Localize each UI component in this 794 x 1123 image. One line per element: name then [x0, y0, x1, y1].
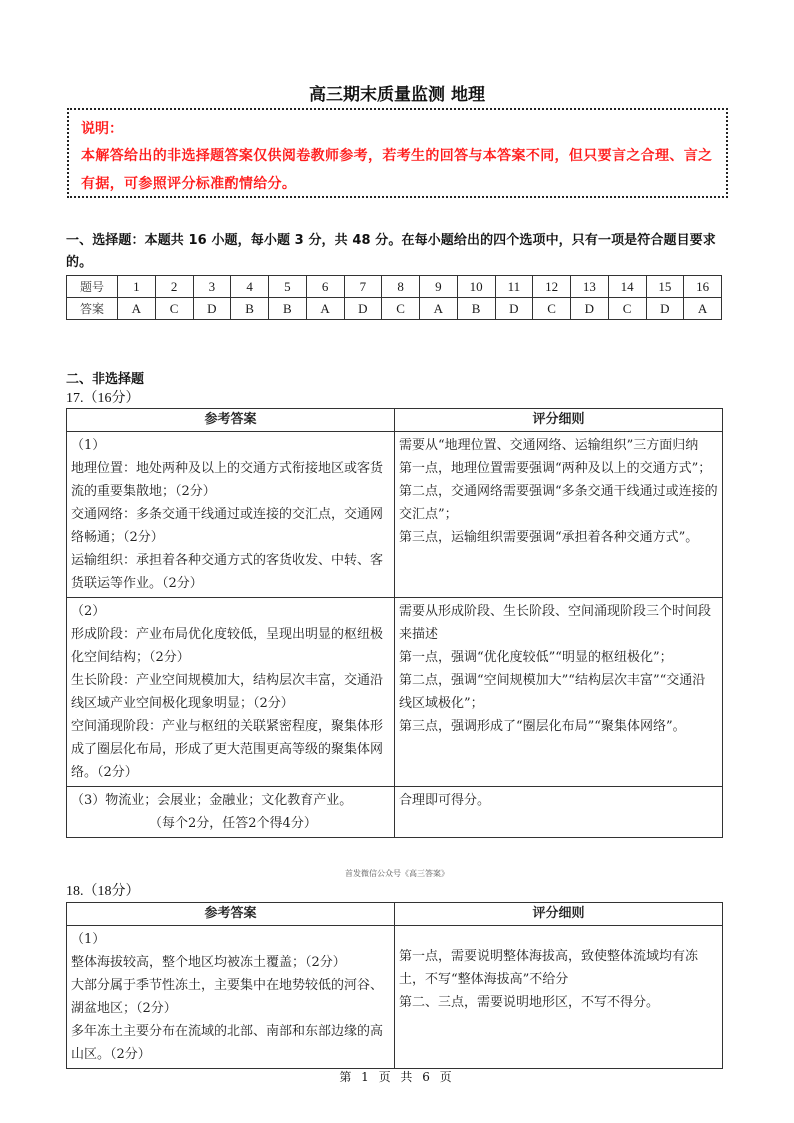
rubric-cell [395, 432, 723, 598]
question-number: 14 [608, 276, 646, 298]
answer-line: 生长阶段：产业空间规模加大，结构层次丰富，交通沿线区域产业空间极化现象明显；（2分） [71, 673, 384, 711]
answer-line: （1） [71, 932, 106, 947]
row-label: 答案 [67, 298, 118, 320]
rubric-line: 第一点，地理位置需要强调“两种及以上的交通方式”； [399, 461, 712, 476]
question-number-row [67, 276, 722, 298]
answer-line: （3）物流业；会展业；金融业；文化教育产业。 [71, 793, 353, 808]
question-number: 12 [533, 276, 571, 298]
rubric-line: 第一点，强调“优化度较低”“明显的枢纽极化”； [399, 650, 673, 665]
answer-line: （2） [71, 604, 106, 619]
question-number: 10 [457, 276, 495, 298]
column-header-answer: 参考答案 [67, 409, 395, 432]
question-number: 1 [118, 276, 156, 298]
question-number: 2 [155, 276, 193, 298]
answer-line: 形成阶段：产业布局优化度较低，呈现出明显的枢纽极化空间结构；（2分） [71, 627, 384, 665]
answer-note: （每个2分，任答2个得4分） [149, 816, 317, 831]
question-18-label: 18.（18分） [66, 884, 140, 899]
answer-line: 交通网络：多条交通干线通过或连接的交汇点，交通网络畅通；（2分） [71, 507, 384, 545]
page-title: 高三期末质量监测 地理 [309, 85, 485, 105]
answer-cell: B [457, 298, 495, 320]
rubric-line: 第二点，交通网络需要强调“多条交通干线通过或连接的交汇点”； [399, 484, 718, 522]
answer-cell: B [269, 298, 307, 320]
question-number: 3 [193, 276, 231, 298]
question-number: 9 [420, 276, 458, 298]
question-number: 8 [382, 276, 420, 298]
answer-line: 运输组织：承担着各种交通方式的客货收发、中转、客货联运等作业。（2分） [71, 553, 384, 591]
question-number: 11 [495, 276, 533, 298]
question-number: 13 [571, 276, 609, 298]
answer-line: 大部分属于季节性冻土，主要集中在地势较低的河谷、湖盆地区；（2分） [71, 978, 384, 1016]
notice-body: 本解答给出的非选择题答案仅供阅卷教师参考，若考生的回答与本答案不同，但只要言之合理、言之有据，可参照评分标准酌情给分。 [81, 148, 713, 192]
answer-line: （1） [71, 438, 106, 453]
question-18-table [66, 902, 723, 1069]
column-header-rubric: 评分细则 [395, 409, 723, 432]
answer-cell: D [646, 298, 684, 320]
rubric-line: 第三点，运输组织需要强调“承担着各种交通方式”。 [399, 530, 699, 545]
rubric-cell [395, 598, 723, 787]
section2-heading: 二、非选择题 [66, 372, 145, 387]
answer-line: 空间涌现阶段：产业与枢纽的关联紧密程度，聚集体形成了圈层化布局，形成了更大范围更高等级的聚集体网络。（2分） [71, 719, 384, 780]
rubric-line: 第三点，强调形成了“圈层化布局”“聚集体网络”。 [399, 719, 686, 734]
answer-cell: A [306, 298, 344, 320]
table-row [67, 432, 723, 598]
rubric-line: 合理即可得分。 [399, 793, 491, 808]
section1-heading: 一、选择题：本题共 16 小题，每小题 3 分，共 48 分。在每小题给出的四个选项中，只有一项是符合题目要求的。 [66, 233, 716, 270]
question-number: 7 [344, 276, 382, 298]
rubric-line: 需要从形成阶段、生长阶段、空间涌现阶段三个时间段来描述 [399, 604, 712, 642]
page-indicator: 第 1 页 共 6 页 [339, 1070, 455, 1084]
rubric-cell [395, 787, 723, 838]
answer-cell: C [155, 298, 193, 320]
answer-cell: D [193, 298, 231, 320]
question-number: 6 [306, 276, 344, 298]
question-number: 4 [231, 276, 269, 298]
table-header-row [67, 903, 723, 926]
table-row [67, 787, 723, 838]
answer-cell: C [382, 298, 420, 320]
answer-cell [67, 432, 395, 598]
question-number: 16 [684, 276, 722, 298]
rubric-line: 第二、三点，需要说明地形区，不写不得分。 [399, 995, 660, 1010]
answer-cell: D [495, 298, 533, 320]
table-row [67, 598, 723, 787]
answer-cell [67, 926, 395, 1069]
answer-cell: A [118, 298, 156, 320]
answer-cell: C [608, 298, 646, 320]
question-17-table [66, 408, 723, 838]
notice-title: 说明： [81, 121, 123, 137]
rubric-line: 第一点，需要说明整体海拔高，致使整体流域均有冻土，不写“整体海拔高”不给分 [399, 949, 699, 987]
answer-cell [67, 787, 395, 838]
rubric-line: 需要从“地理位置、交通网络、运输组织”三方面归纳 [399, 438, 699, 453]
answer-line: 多年冻土主要分布在流域的北部、南部和东部边缘的高山区。（2分） [71, 1024, 384, 1062]
question-number: 5 [269, 276, 307, 298]
answer-cell: D [344, 298, 382, 320]
table-row [67, 926, 723, 1069]
answer-cell: A [684, 298, 722, 320]
answer-cell: A [420, 298, 458, 320]
answer-cell [67, 598, 395, 787]
answer-line: 地理位置：地处两种及以上的交通方式衔接地区或客货流的重要集散地；（2分） [71, 461, 384, 499]
question-17-label: 17.（16分） [66, 391, 140, 406]
answer-line: 整体海拔较高，整个地区均被冻土覆盖；（2分） [71, 955, 346, 970]
multiple-choice-answer-table [66, 275, 722, 320]
rubric-cell [395, 926, 723, 1069]
answer-cell: B [231, 298, 269, 320]
question-number: 15 [646, 276, 684, 298]
row-label: 题号 [67, 276, 118, 298]
watermark: 首发微信公众号《高三答案》 [345, 869, 449, 878]
column-header-rubric: 评分细则 [395, 903, 723, 926]
table-header-row [67, 409, 723, 432]
column-header-answer: 参考答案 [67, 903, 395, 926]
answer-row [67, 298, 722, 320]
answer-cell: C [533, 298, 571, 320]
answer-cell: D [571, 298, 609, 320]
notice-box [67, 108, 728, 198]
rubric-line: 第二点，强调“空间规模加大”“结构层次丰富”“交通沿线区域极化”； [399, 673, 706, 711]
